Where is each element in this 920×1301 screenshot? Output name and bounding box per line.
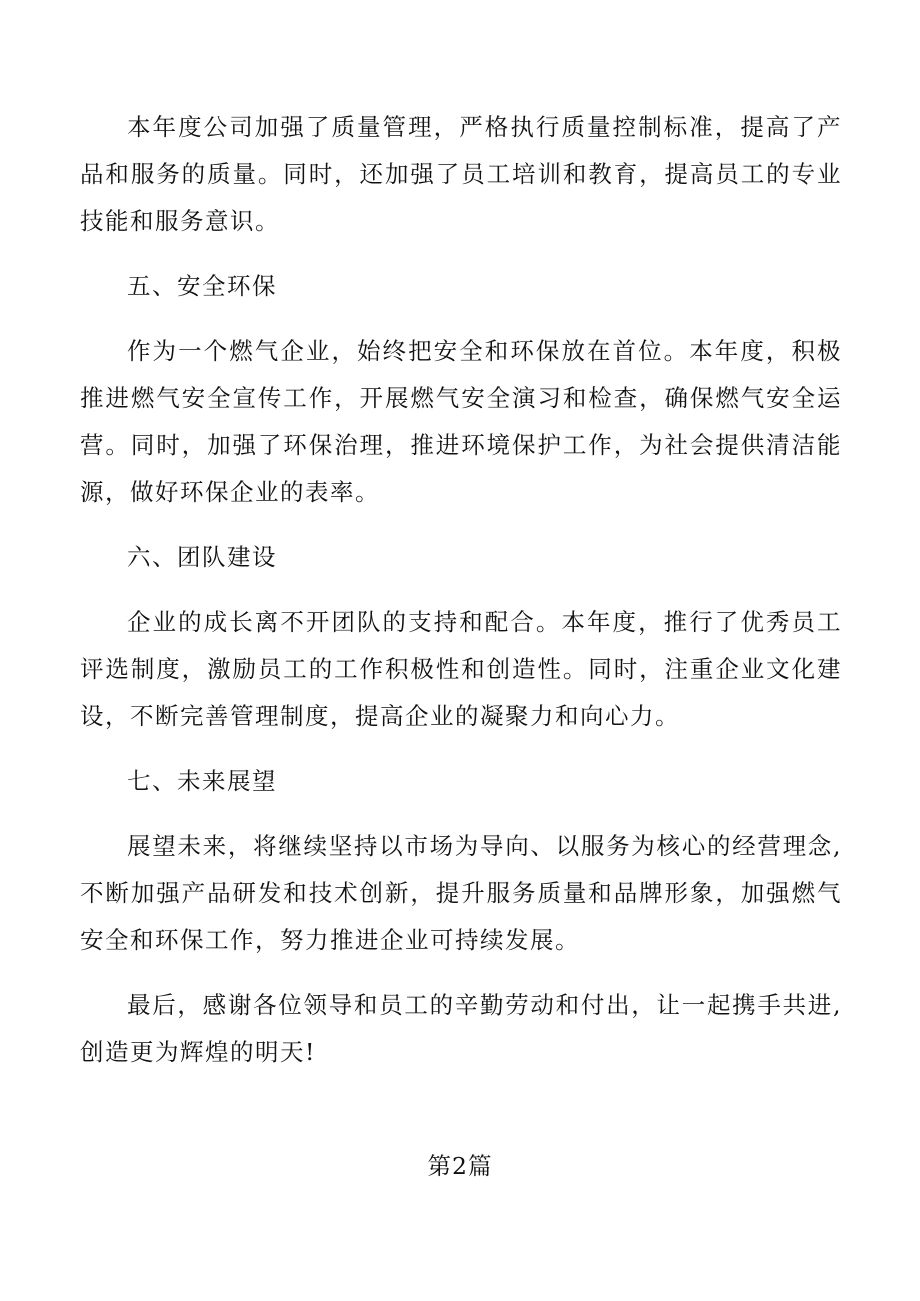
heading-safety: 五、安全环保 xyxy=(127,272,277,300)
heading-outlook: 七、未来展望 xyxy=(127,767,277,795)
paragraph-safety: 作为一个燃气企业，始终把安全和环保放在首位。本年度，积极推进燃气安全宣传工作，开展燃气安全演习和检查，确保燃气安全运营。同时，加强了环保治理，推进环境保护工作，为社会提供清洁能源，做好环保企业的表率。 xyxy=(80,337,842,506)
paragraph-team: 企业的成长离不开团队的支持和配合。本年度，推行了优秀员工评选制度，激励员工的工作积极性和创造性。同时，注重企业文化建设，不断完善管理制度，提高企业的凝聚力和向心力。 xyxy=(80,608,842,730)
paragraph-closing: 最后，感谢各位领导和员工的辛勤劳动和付出，让一起携手共进,创造更为辉煌的明天! xyxy=(80,991,842,1066)
paragraph-quality: 本年度公司加强了质量管理，严格执行质量控制标准，提高了产品和服务的质量。同时，还加强了员工培训和教育，提高员工的专业技能和服务意识。 xyxy=(80,113,842,235)
heading-team: 六、团队建设 xyxy=(127,543,277,571)
document-body xyxy=(80,104,842,1094)
piece-label: 第2篇 xyxy=(427,1152,493,1180)
paragraph-outlook: 展望未来，将继续坚持以市场为导向、以服务为核心的经营理念,不断加强产品研发和技术创新，提升服务质量和品牌形象，加强燃气安全和环保工作，努力推进企业可持续发展。 xyxy=(80,832,842,954)
